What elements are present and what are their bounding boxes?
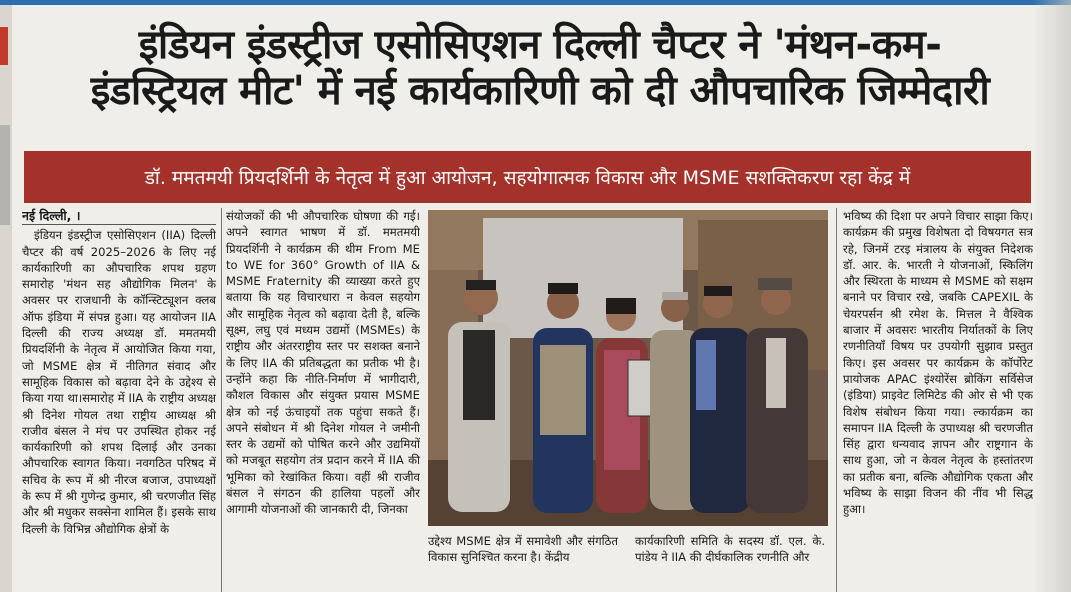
adjacent-page-edge bbox=[0, 5, 12, 592]
subheadline-text: डॉ. ममतमयी प्रियदर्शिनी के नेतृत्व में हुआ आयोजन, सहयोगात्मक विकास और MSME सशक्तिकरण रहा केंद्र में bbox=[144, 167, 911, 189]
event-photo-illustration bbox=[428, 210, 828, 526]
dateline: नई दिल्ली, । bbox=[22, 208, 216, 225]
headline-line-1: इंडियन इंडस्ट्रीज एसोसिएशन दिल्ली चैप्टर ने 'मंथन-कम- bbox=[138, 22, 942, 68]
photo-caption-area bbox=[428, 533, 828, 592]
headline-line-2: इंडस्ट्रियल मीट' में नई कार्यकारिणी को दी औपचारिक जिम्मेदारी bbox=[90, 68, 990, 114]
column-divider bbox=[836, 208, 837, 592]
column-1-text: इंडियन इंडस्ट्रीज एसोसिएशन (IIA) दिल्ली चैप्टर की वर्ष 2025–2026 के लिए नई कार्यकारिणी का औपचारिक शपथ ग्रहण समारोह 'मंथन सह औद्योगिक मिलन' के अवसर पर राजधानी के कॉन्स्टिट्यूशन क्लब ऑफ इंडिया में संपन्न हुआ। यह आयोजन IIA दिल्ली की राज्य अध्यक्ष डॉ. ममतमयी प्रियदर्शिनी के नेतृत्व में आयोजित किया गया, जो MSME क्षेत्र में नीतिगत संवाद और सामूहिक विकास को बढ़ावा देने के उद्देश्य से किया गया था।समारोह में IIA के राष्ट्रीय अध्यक्ष श्री दिनेश गोयल तथा राष्ट्रीय आध्यक्ष श्री राजीव बंसल ने मंच पर उपस्थित होकर नई कार्यकारिणी को शपथ दिलाई और उनका औपचारिक स्वागत किया। नवगठित परिषद में सचिव के रूप में श्री नीरज बजाज, उपाध्यक्षों के रूप में श्री गुणेन्द्र कुमार, श्री चरणजीत सिंह और श्री मधुकर सक्सेना शामिल हैं। इसके साथ दिल्ली के विभिन्न औद्योगिक क्षेत्रों के bbox=[22, 228, 216, 536]
column-divider bbox=[221, 208, 222, 592]
column-4-text: भविष्य की दिशा पर अपने विचार साझा किए।कार्यक्रम की प्रमुख विशेषता दो विषयगत सत्र रहे, जिनमें टरइ मंत्रालय के संयुक्त निदेशक डॉ. आर. के. भारती ने योजनाओं, स्किलिंग और स्थिरता के माध्यम से MSME को सक्षम बनाने पर विचार रखे, जबकि CAPEXIL के चेयरपर्सन श्री रमेश के. मित्तल ने वैश्विक बाजार में अवसरः भारतीय निर्यातकों के लिए रणनीतियाँ विषय पर उपयोगी सुझाव प्रस्तुत किए। इस अवसर पर कार्यक्रम के कॉर्पोरेट प्रायोजक APAC इंश्योरेंस ब्रोकिंग सर्विसेज (इंडिया) प्राइवेट लिमिटेड की ओर से भी एक विशेष संबोधन किया गया। ल्कार्यक्रम का समापन IIA दिल्ली के उपाध्यक्ष श्री चरणजीत सिंह द्वारा धन्यवाद ज्ञापन और राष्ट्रगान के साथ हुआ, जो न केवल नेतृत्व के हस्तांतरण का प्रतीक बना, बल्कि औद्योगिक एकता और भविष्य के साझा विजन की नींव भी सिद्ध हुआ। bbox=[843, 209, 1033, 517]
subheadline-banner bbox=[24, 151, 1031, 203]
right-edge-shadow bbox=[1033, 0, 1071, 592]
column-2-text: संयोजकों की भी औपचारिक घोषणा की गई।अपने स्वागत भाषण में डॉ. ममतमयी प्रियदर्शिनी ने कार्यक्रम की थीम From ME to WE for 360° Growth of IIA & MSME Fraternity की व्याख्या करते हुए बताया कि यह विचारधारा न केवल सहयोग और सामूहिक नेतृत्व को बढ़ावा देती है, बल्कि सूक्ष्म, लघु एवं मध्यम उद्यमों (MSMEs) के राष्ट्रीय और अंतरराष्ट्रीय स्तर पर सशक्त बनाने के लिए IIA की प्रतिबद्धता का प्रतीक भी है। उन्होंने कहा कि नीति-निर्माण में भागीदारी, कौशल विकास और संयुक्त प्रयास MSME क्षेत्र को नई ऊंचाइयों तक पहुंचा सकते हैं। अपने संबोधन में श्री दिनेश गोयल ने जमीनी स्तर के उद्यमों को पोषित करने और उद्यमियों को मजबूत सहयोग तंत्र प्रदान करने में IIA की भूमिका को रेखांकित किया। वहीं श्री राजीव बंसल ने संगठन की हालिया पहलों और आगामी योजनाओं की जानकारी दी, जिनका bbox=[226, 209, 420, 517]
article-column-2 bbox=[226, 208, 420, 592]
headline bbox=[20, 22, 1060, 114]
event-photo bbox=[428, 210, 828, 526]
caption-right: कार्यकारिणी समिति के सदस्य डॉ. एल. के. पांडेय ने IIA की दीर्घकालिक रणनीति और bbox=[635, 534, 825, 565]
caption-left: उद्देश्य MSME क्षेत्र में समावेशी और संगठित विकास सुनिश्चित करना है। केंद्रीय bbox=[428, 534, 618, 565]
article-column-4 bbox=[843, 208, 1033, 592]
article-column-1 bbox=[22, 208, 216, 592]
top-color-bar bbox=[0, 0, 1071, 5]
